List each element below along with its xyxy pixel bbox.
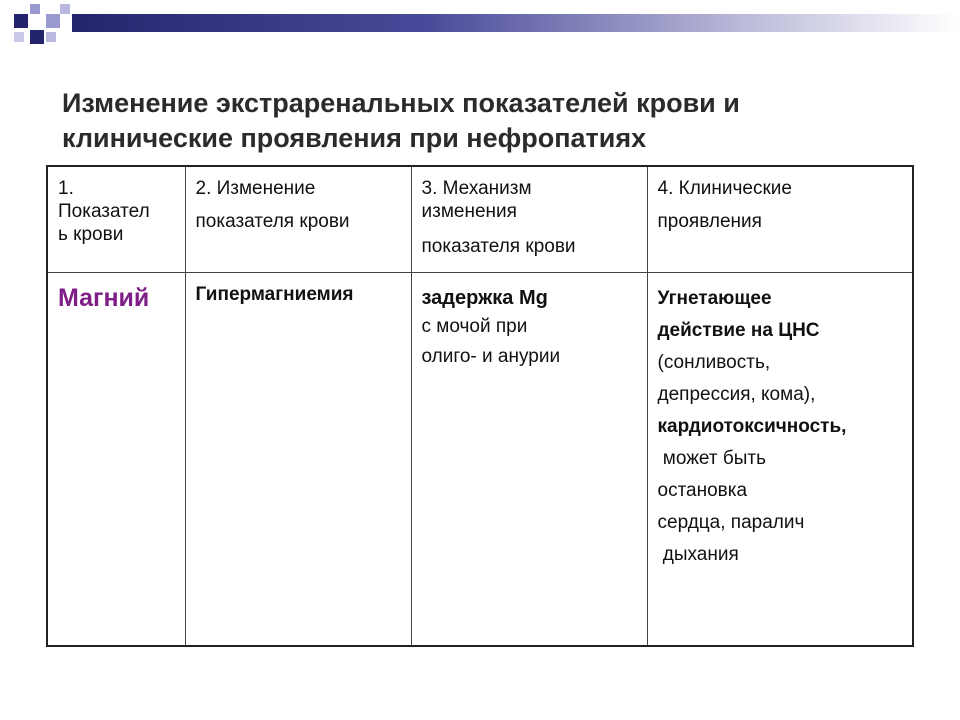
clinical-line: остановка xyxy=(657,479,748,501)
header-cell-indicator xyxy=(47,166,185,272)
clinical-line: действие на ЦНС xyxy=(657,319,820,341)
mechanism-line: задержка Mg xyxy=(421,286,548,309)
deco-square-lavender xyxy=(60,4,70,14)
header-text: Показател xyxy=(58,201,150,222)
title-line-1: Изменение экстраренальных показателей крови и xyxy=(62,88,740,118)
indicator-magnesium: Магний xyxy=(58,283,150,312)
table-row xyxy=(47,272,913,646)
header-text: изменения xyxy=(421,201,517,222)
cell-mechanism xyxy=(411,272,647,646)
deco-gradient-bar xyxy=(72,14,960,32)
header-text: 2. Изменение xyxy=(195,178,316,199)
clinical-line: кардиотоксичность, xyxy=(657,415,847,437)
table-header-row xyxy=(47,166,913,272)
header-text: проявления xyxy=(657,211,762,232)
header-cell-change xyxy=(185,166,411,272)
cell-clinical xyxy=(647,272,913,646)
header-text: 1. xyxy=(58,178,74,199)
header-text: показателя крови xyxy=(195,211,350,232)
header-text: 3. Механизм xyxy=(421,178,532,199)
header-text: показателя крови xyxy=(421,236,576,257)
header-cell-mechanism xyxy=(411,166,647,272)
clinical-line: (сонливость, xyxy=(657,351,771,373)
decorative-header-squares xyxy=(0,0,960,60)
clinical-line: сердца, паралич xyxy=(657,511,805,533)
cell-change xyxy=(185,272,411,646)
header-cell-clinical xyxy=(647,166,913,272)
clinical-line: депрессия, кома), xyxy=(657,383,816,405)
clinical-line: дыхания xyxy=(657,543,739,565)
deco-square-navy xyxy=(30,30,44,44)
mechanism-line: с мочой при xyxy=(421,315,528,337)
deco-square-navy xyxy=(14,14,28,28)
title-line-2: клинические проявления при нефропатиях xyxy=(62,123,647,153)
mechanism-line: олиго- и анурии xyxy=(421,345,561,367)
deco-square-lavender xyxy=(46,14,60,28)
clinical-line: может быть xyxy=(657,447,766,469)
clinical-line: Угнетающее xyxy=(657,287,772,309)
cell-indicator xyxy=(47,272,185,646)
header-text: ь крови xyxy=(58,224,124,245)
deco-square-lavender xyxy=(46,32,56,42)
change-value: Гипермагниемия xyxy=(195,283,354,305)
deco-square-lavender xyxy=(30,4,40,14)
data-table xyxy=(46,165,914,647)
header-text: 4. Клинические xyxy=(657,178,792,199)
deco-square-lavender xyxy=(14,32,24,42)
slide-title xyxy=(62,86,922,156)
